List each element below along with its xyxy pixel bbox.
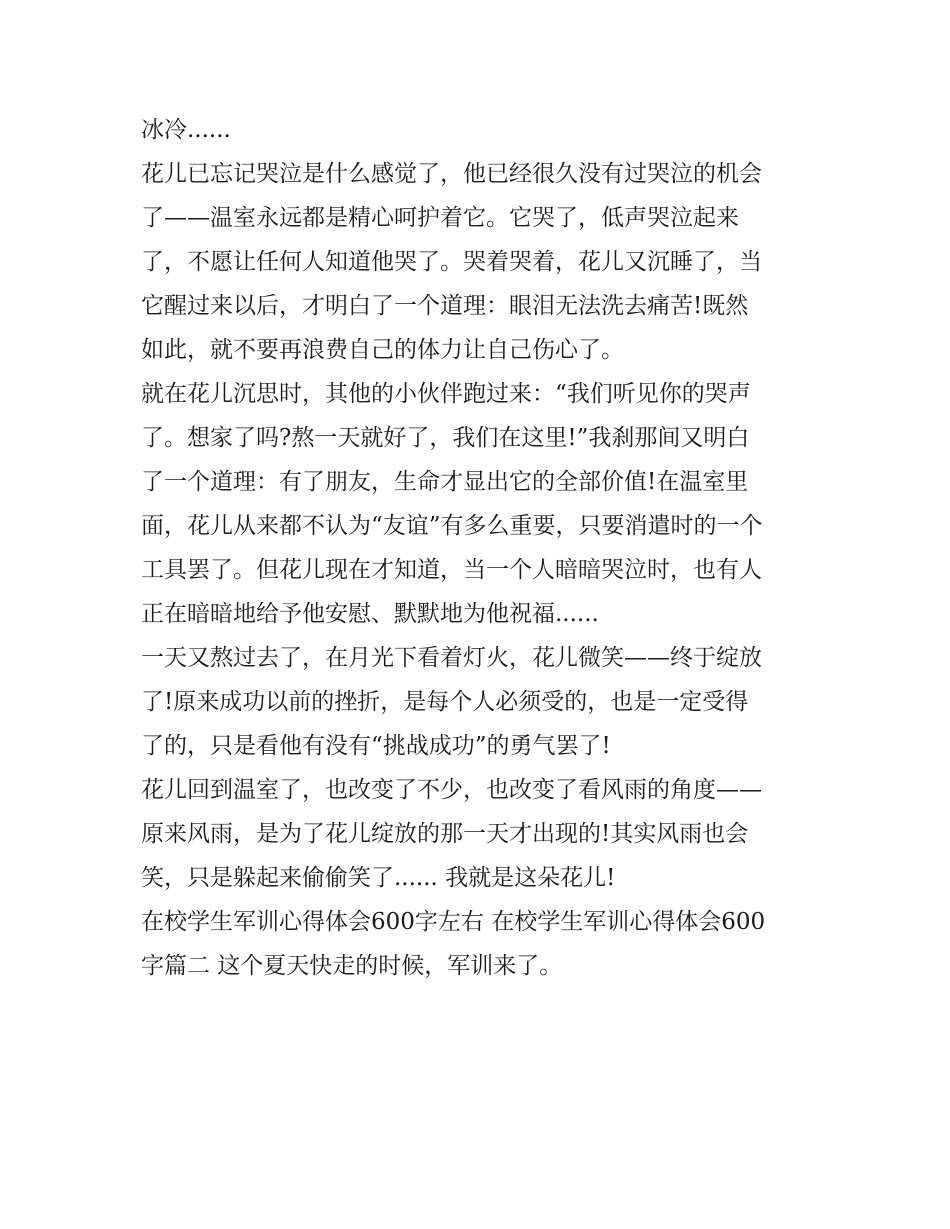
- text-line: 了，不愿让任何人知道他哭了。哭着哭着，花儿又沉睡了，当: [141, 249, 762, 275]
- text-line: 花儿已忘记哭泣是什么感觉了，他已经很久没有过哭泣的机会: [141, 161, 762, 187]
- text-line: 了一个道理：有了朋友，生命才显出它的全部价值!在温室里: [141, 469, 749, 495]
- text-line: 笑，只是躲起来偷偷笑了...... 我就是这朵花儿!: [141, 865, 616, 891]
- text-line: 花儿回到温室了，也改变了不少，也改变了看风雨的角度——: [141, 777, 762, 803]
- text-line: 工具罢了。但花儿现在才知道，当一个人暗暗哭泣时，也有人: [141, 557, 762, 583]
- body-text: [141, 108, 821, 988]
- text-line: 了!原来成功以前的挫折，是每个人必须受的，也是一定受得: [141, 689, 749, 715]
- text-line: 正在暗暗地给予他安慰、默默地为他祝福......: [141, 601, 599, 627]
- text-line: 如此，就不要再浪费自己的体力让自己伤心了。: [141, 337, 624, 363]
- text-line: 原来风雨，是为了花儿绽放的那一天才出现的!其实风雨也会: [141, 821, 749, 847]
- text-line: 冰冷......: [141, 117, 231, 143]
- text-line: 在校学生军训心得体会600字左右 在校学生军训心得体会600: [141, 909, 766, 935]
- text-line: 了的，只是看他有没有“挑战成功”的勇气罢了!: [141, 733, 611, 759]
- text-line: 了——温室永远都是精心呵护着它。它哭了，低声哭泣起来: [141, 205, 739, 231]
- text-line: 字篇二 这个夏天快走的时候，军训来了。: [141, 953, 563, 979]
- text-line: 就在花儿沉思时，其他的小伙伴跑过来：“我们听见你的哭声: [141, 381, 751, 407]
- text-line: 面，花儿从来都不认为“友谊”有多么重要，只要消遣时的一个: [141, 513, 763, 539]
- text-line: 它醒过来以后，才明白了一个道理：眼泪无法洗去痛苦!既然: [141, 293, 749, 319]
- text-line: 一天又熬过去了，在月光下看着灯火，花儿微笑——终于绽放: [141, 645, 762, 671]
- text-line: 了。想家了吗?熬一天就好了，我们在这里!”我刹那间又明白: [141, 425, 750, 451]
